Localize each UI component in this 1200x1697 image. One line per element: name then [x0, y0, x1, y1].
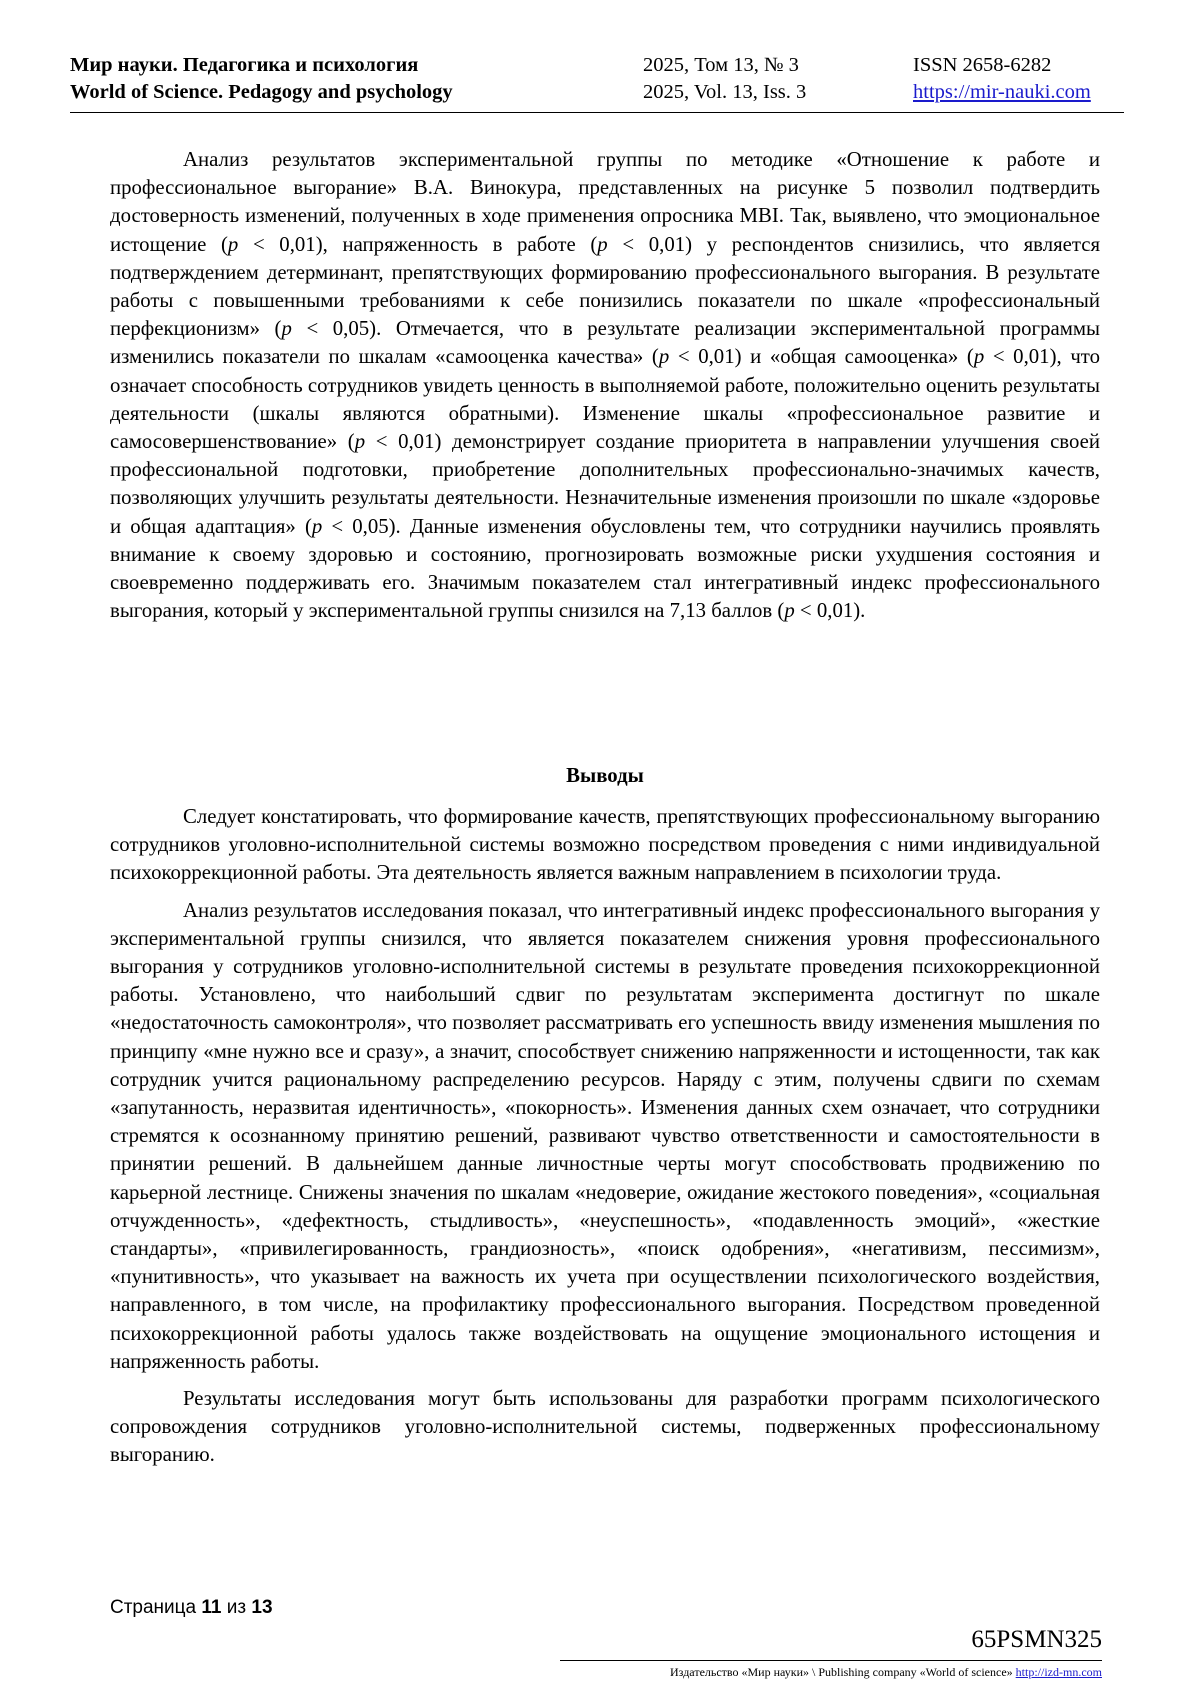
journal-title-ru: Мир науки. Педагогика и психология	[70, 54, 419, 76]
journal-title	[70, 52, 453, 106]
conclusions-section	[110, 803, 1100, 1470]
issn-block	[913, 52, 1091, 106]
section-heading-conclusions: Выводы	[566, 764, 644, 787]
results-section	[110, 146, 1100, 625]
issue-info	[643, 52, 806, 106]
results-paragraph: Анализ результатов экспериментальной группы по методике «Отношение к работе и профессиональное выгорание» В.А. Винокура, представленных на рисунке 5 позволил подтвердить достоверность изменений, полученных в ходе применения опросника MBI. Так, выявлено, что эмоциональное истощение (p < 0,01), напряженность в работе (p < 0,01) у респондентов снизились, что является подтверждением детерминант, препятствующих формированию профессионального выгорания. В результате работы с повышенными требованиями к себе понизились показатели по шкале «профессиональный перфекционизм» (p < 0,05). Отмечается, что в результате реализации экспериментальной программы изменились показатели по шкалам «самооценка качества» (p < 0,01) и «общая самооценка» (p < 0,01), что означает способность сотрудников увидеть ценность в выполняемой работе, положительно оценить результаты деятельности (шкалы являются обратными). Изменение шкалы «профессиональное развитие и самосовершенствование» (p < 0,01) демонстрирует создание приоритета в направлении улучшения своей профессиональной подготовки, приобретение дополнительных профессионально-значимых качеств, позволяющих улучшить результаты деятельности. Незначительные изменения произошли по шкале «здоровье и общая адаптация» (p < 0,05). Данные изменения обусловлены тем, что сотрудники научились проявлять внимание к своему здоровью и состоянию, прогнозировать возможные риски ухудшения состояния и своевременно поддерживать его. Значимым показателем стал интегративный индекс профессионального выгорания, который у экспериментальной группы снизился на 7,13 баллов (p < 0,01).	[110, 148, 1101, 623]
conclusions-paragraph-3: Результаты исследования могут быть использованы для разработки программ психологического сопровождения сотрудников уголовно-исполнительной системы, подверженных профессиональному выгоранию.	[110, 1387, 1100, 1467]
conclusions-paragraph-2: Анализ результатов исследования показал, что интегративный индекс профессионального выгорания у экспериментальной группы снизился, что является показателем снижения уровня профессионального выгорания у сотрудников уголовно-исполнительной системы в результате проведения психокоррекционной работы. Установлено, что наибольший сдвиг по результатам эксперимента достигнут по шкале «недостаточность самоконтроля», что позволяет рассматривать его успешность ввиду изменения мышления по принципу «мне нужно все и сразу», а значит, способствует снижению напряженности и истощенности, так как сотрудник учится рациональному распределению ресурсов. Наряду с этим, получены сдвиги по схемам «запутанность, неразвитая идентичность», «покорность». Изменения данных схем означает, что сотрудники стремятся к осознанному принятию решений, развивают чувство ответственности и самостоятельности в принятии решений. В дальнейшем данные личностные черты могут способствовать продвижению по карьерной лестнице. Снижены значения по шкалам «недоверие, ожидание жестокого поведения», «социальная отчужденность», «дефектность, стыдливость», «неуспешность», «подавленность эмоций», «жесткие стандарты», «привилегированность, грандиозность», «поиск одобрения», «негативизм, пессимизм», «пунитивность», что указывает на важность их учета при осуществлении психологического воздействия, направленного, в том числе, на профилактику профессионального выгорания. Посредством проведенной психокоррекционной работы удалось также воздействовать на ощущение эмоционального истощения и напряженность работы.	[110, 898, 1100, 1373]
footer-divider	[560, 1660, 1102, 1661]
article-code: 65PSMN325	[971, 1626, 1102, 1653]
publisher-line: Издательство «Мир науки» \ Publishing company «World of science» http://izd-mn.com	[670, 1665, 1102, 1679]
journal-title-en: World of Science. Pedagogy and psychology	[70, 81, 453, 103]
journal-url-link[interactable]: https://mir-nauki.com	[913, 81, 1091, 103]
publisher-link[interactable]: http://izd-mn.com	[1015, 1665, 1102, 1679]
issn: ISSN 2658-6282	[913, 54, 1052, 76]
issue-info-ru: 2025, Том 13, № 3	[643, 54, 799, 76]
conclusions-paragraph-1: Следует констатировать, что формирование качеств, препятствующих профессиональному выгоранию сотрудников уголовно-исполнительной системы возможно посредством проведения с ними индивидуальной психокоррекционной работы. Эта деятельность является важным направлением в психологии труда.	[110, 805, 1100, 885]
journal-header	[70, 52, 1124, 113]
page-number: Страница 11 из 13	[110, 1597, 273, 1618]
issue-info-en: 2025, Vol. 13, Iss. 3	[643, 81, 807, 103]
